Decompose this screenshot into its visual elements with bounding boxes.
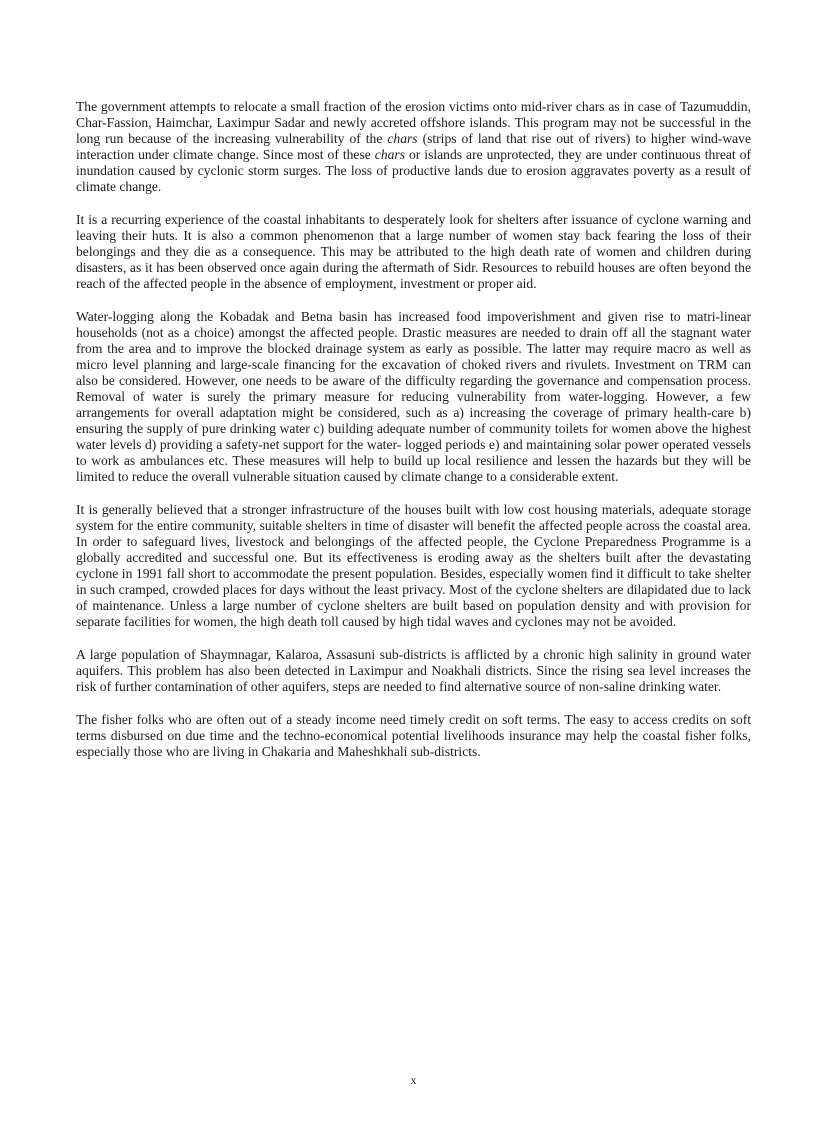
text-run: It is generally believed that a stronger infrastructure of the houses built with low cost housing materials, adequate storage system for the entire community, suitable shelters in time of disaster will benefit the affected people across the coastal area. In order to safeguard lives, livestock and belongings of the affected people, the Cyclone Preparedness Programme is a globally accredited and successful one. But its effectiveness is eroding away as the shelters built after the devastating cyclone in 1991 fall short to accommodate the present population. Besides, especially women find it difficult to take shelter in such cramped, crowded places for days without the least privacy. Most of the cyclone shelters are dilapidated due to lack of maintenance. Unless a large number of cyclone shelters are built based on population density and with provision for separate facilities for women, the high death toll caused by high tidal waves and cyclones may not be avoided. — [76, 502, 751, 629]
paragraph — [76, 309, 751, 485]
document-body — [76, 99, 751, 777]
text-run: The fisher folks who are often out of a steady income need timely credit on soft terms. The easy to access credits on soft terms disbursed on due time and the techno-economical potential livelihoods insurance may help the coastal fisher folks, especially those who are living in Chakaria and Maheshkhali sub-districts. — [76, 712, 751, 759]
text-run: A large population of Shaymnagar, Kalaroa, Assasuni sub-districts is afflicted by a chronic high salinity in ground water aquifers. This problem has also been detected in Laximpur and Noakhali districts. Since the rising sea level increases the risk of further contamination of other aquifers, steps are needed to find alternative source of non-saline drinking water. — [76, 647, 751, 694]
paragraph — [76, 647, 751, 695]
paragraph — [76, 99, 751, 195]
italic-text-run: chars — [374, 147, 405, 162]
text-run: Water-logging along the Kobadak and Betna basin has increased food impoverishment and given rise to matri-linear households (not as a choice) amongst the affected people. Drastic measures are needed to drain off all the stagnant water from the area and to improve the blocked drainage system as early as possible. The latter may require macro as well as micro level planning and large-scale financing for the excavation of choked rivers and rivulets. Investment on TRM can also be considered. However, one needs to be aware of the difficulty regarding the governance and compensation process. Removal of water is surely the primary measure for reducing vulnerability from water-logging. However, a few arrangements for overall adaptation might be considered, such as a) increasing the coverage of primary health-care b) ensuring the supply of pure drinking water c) building adequate number of community toilets for women above the highest water levels d) providing a safety-net support for the water- logged periods e) and maintaining solar power operated vessels to work as ambulances etc. These measures will help to build up local resilience and lessen the hazards but they will be limited to reduce the overall vulnerable situation caused by climate change to a considerable extent. — [76, 309, 751, 484]
paragraph — [76, 212, 751, 292]
paragraph — [76, 712, 751, 760]
text-run: (strips of land that rise out of rivers) to higher wind-wave interaction under climate change. Since most of these — [76, 131, 751, 162]
text-run: or islands are unprotected, they are under continuous threat of inundation caused by cyclonic storm surges. The loss of productive lands due to erosion aggravates poverty as a result of climate change. — [76, 147, 751, 194]
italic-text-run: chars — [387, 131, 418, 146]
page-number: x — [410, 1073, 417, 1087]
paragraph — [76, 502, 751, 630]
text-run: The government attempts to relocate a small fraction of the erosion victims onto mid-river chars as in case of Tazumuddin, Char-Fassion, Haimchar, Laximpur Sadar and newly accreted offshore islands. This program may not be successful in the long run because of the increasing vulnerability of the — [76, 99, 751, 146]
text-run: It is a recurring experience of the coastal inhabitants to desperately look for shelters after issuance of cyclone warning and leaving their huts. It is also a common phenomenon that a large number of women stay back fearing the loss of their belongings and they die as a consequence. This may be attributed to the high death rate of women and children during disasters, as it has been observed once again during the aftermath of Sidr. Resources to rebuild houses are often beyond the reach of the affected people in the absence of employment, investment or proper aid. — [76, 212, 751, 291]
